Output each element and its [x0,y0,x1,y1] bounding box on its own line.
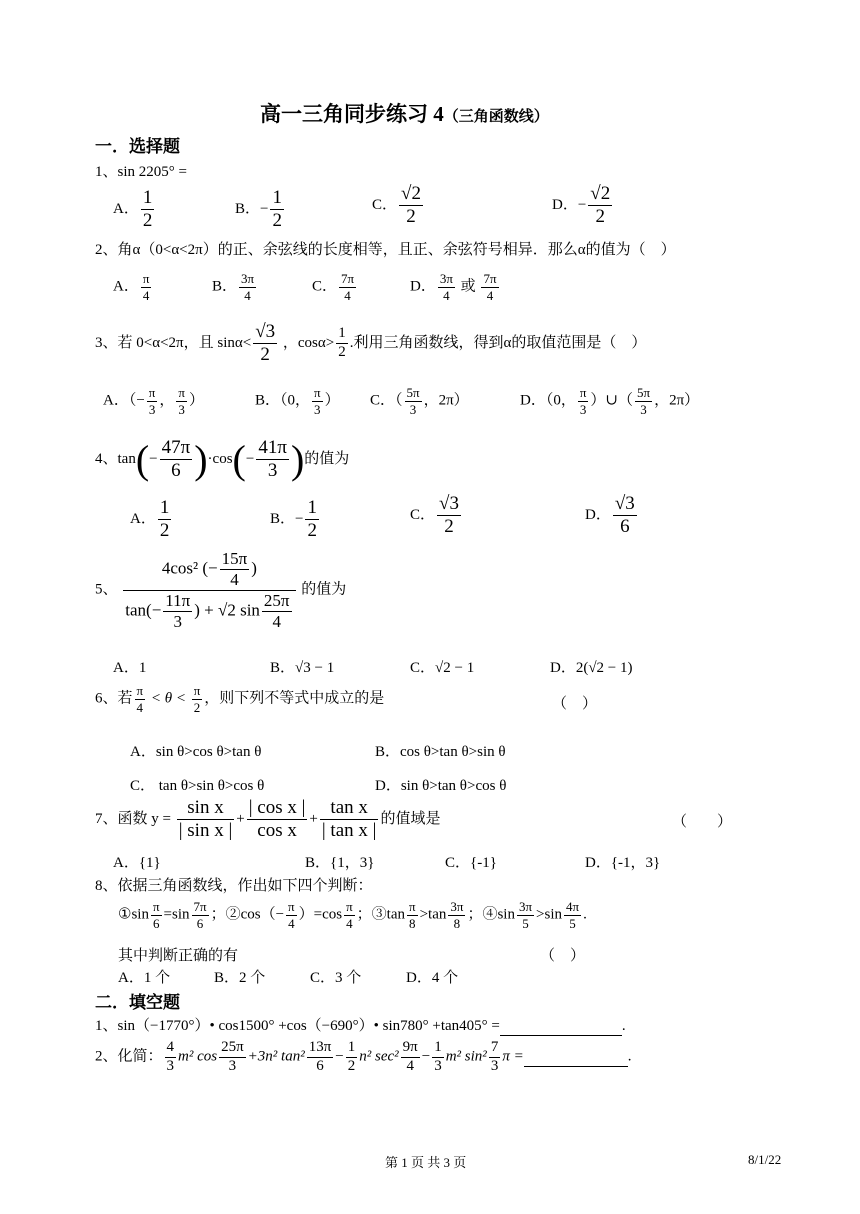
section-heading-choice: 一．选择题 [95,137,180,156]
q7-option-a: A．{1} [113,855,161,871]
q6-option-a: A．sin θ>cos θ>tan θ [130,744,262,760]
q6-option-c: C． tan θ>sin θ>cos θ [130,778,265,794]
section-heading-fill: 二．填空题 [95,993,180,1012]
q1-option-b: B．− $\frac{1}{2}$ [235,187,282,231]
page-title: 高一三角同步练习 4（三角函数线） [260,102,549,126]
question-7: 7、函数 y = $\frac{\text{sin x}}{\text{| sin x |}}$ + $\frac{\text{| cos x |}}{\text{cos x}}$ + $\frac{\text{tan x}}{\text{| tan x |}}$ 的值域是 [95,797,441,841]
q4-option-b: B．− $\frac{1}{2}$ [270,497,317,541]
q8-option-a: A．1 个 [118,970,171,986]
question-8: 8、依据三角函数线，作出如下四个判断： [95,878,373,894]
q7-option-c: C．{-1} [445,855,497,871]
page-number: 第 1 页 共 3 页 [385,1155,467,1170]
q4-option-a: A． $\frac{1}{2}$ [130,497,170,541]
q3-option-a: A．（− $\frac{\pi}{3}$ ， $\frac{\pi}{3}$ ） [103,385,204,417]
q4-option-c: C． $\frac{√3}{2}$ [410,493,459,537]
footer-date: 8/1/22 [748,1152,782,1167]
fill-blank-1[interactable] [500,1018,622,1036]
fill-blank-2[interactable] [524,1049,628,1067]
q1-option-c: C． $\frac{√2}{2}$ [372,183,421,227]
q8-option-d: D．4 个 [406,970,459,986]
q5-option-c: C．√2 − 1 [410,660,475,676]
q2-option-d: D． $\frac{3\pi}{4}$ 或 $\frac{7\pi}{4}$ [410,271,497,303]
q3-option-c: C．（ $\frac{5\pi}{3}$ ，2π） [370,385,469,417]
question-2: 2、角α（0<α<2π）的正、余弦线的长度相等，且正、余弦符号相异．那么α的值为（ ） [95,242,676,258]
question-5: 5、 4cos² (− $\frac{15\pi}{4}$ ) tan(− $\frac{11\pi}{3}$ ) + √2 sin $\frac{25\pi}{4}$ 的值为 [95,549,347,631]
q8-option-b: B．2 个 [214,970,266,986]
fill-question-2: 2、化简： $\frac{4}{3}$ m² cos $\frac{25\pi}{3}$ +3n² tan² $\frac{13\pi}{6}$ − $\frac{1}{2}$ n² sec² $\frac{9\pi}{4}$ − $\frac{1}{3}$ m² sin² $\frac{7}{3}$ π = . [95,1039,632,1074]
q3-option-d: D．（0， $\frac{\pi}{3}$ ）∪（ $\frac{5\pi}{3}$ ，2π） [520,385,700,417]
q8-judgements: ①sin $\frac{\pi}{6}$ =sin $\frac{7\pi}{6}$ ；②cos（− $\frac{\pi}{4}$ ）=cos $\frac{\pi}{4}$ ；③tan $\frac{\pi}{8}$ >tan $\frac{3\pi}{8}$ ；④sin $\frac{3\pi}{5}$ >sin $\frac{4\pi}{5}$ . [118,899,587,931]
question-3: 3、若 0<α<2π，且 sinα< $\frac{√3}{2}$ ，cosα> $\frac{1}{2}$ .利用三角函数线，得到α的取值范围是（ ） [95,321,647,365]
q6-option-b: B．cos θ>tan θ>sin θ [375,744,506,760]
fill-question-1: 1、sin（−1770°）• cos1500° +cos（−690°）• sin780° +tan405° = . [95,1018,626,1034]
q6-option-d: D．sin θ>tan θ>cos θ [375,778,507,794]
q5-option-a: A．1 [113,660,147,676]
q1-option-a: A． $\frac{1}{2}$ [113,187,153,231]
question-4: 4、tan(− $\frac{47\pi}{6}$ )·cos(− $\frac{41\pi}{3}$ )的值为 [95,437,350,482]
q2-option-b: B． $\frac{3\pi}{4}$ [212,271,255,303]
q7-option-b: B．{1，3} [305,855,375,871]
q1-option-d: D．− $\frac{√2}{2}$ [552,183,611,227]
q2-option-a: A． $\frac{\pi}{4}$ [113,271,150,303]
q3-option-b: B．（0， $\frac{\pi}{3}$ ） [255,385,340,417]
q5-option-b: B．√3 − 1 [270,660,335,676]
q2-option-c: C． $\frac{7\pi}{4}$ [312,271,355,303]
q8-answer-paren: （ ） [540,948,586,964]
q5-option-d: D．2(√2 − 1) [550,660,633,676]
q7-option-d: D．{-1，3} [585,855,661,871]
q4-option-d: D． $\frac{√3}{6}$ [585,493,635,537]
question-6: 6、若 $\frac{\pi}{4}$ < θ < $\frac{\pi}{2}$ ，则下列不等式中成立的是 [95,683,385,715]
question-1: 1、sin 2205° = [95,164,187,180]
q8-line2: 其中判断正确的有 [118,948,239,964]
q7-answer-paren: （ ） [672,814,733,830]
q8-option-c: C．3 个 [310,970,362,986]
q6-answer-paren: （ ） [552,696,598,712]
